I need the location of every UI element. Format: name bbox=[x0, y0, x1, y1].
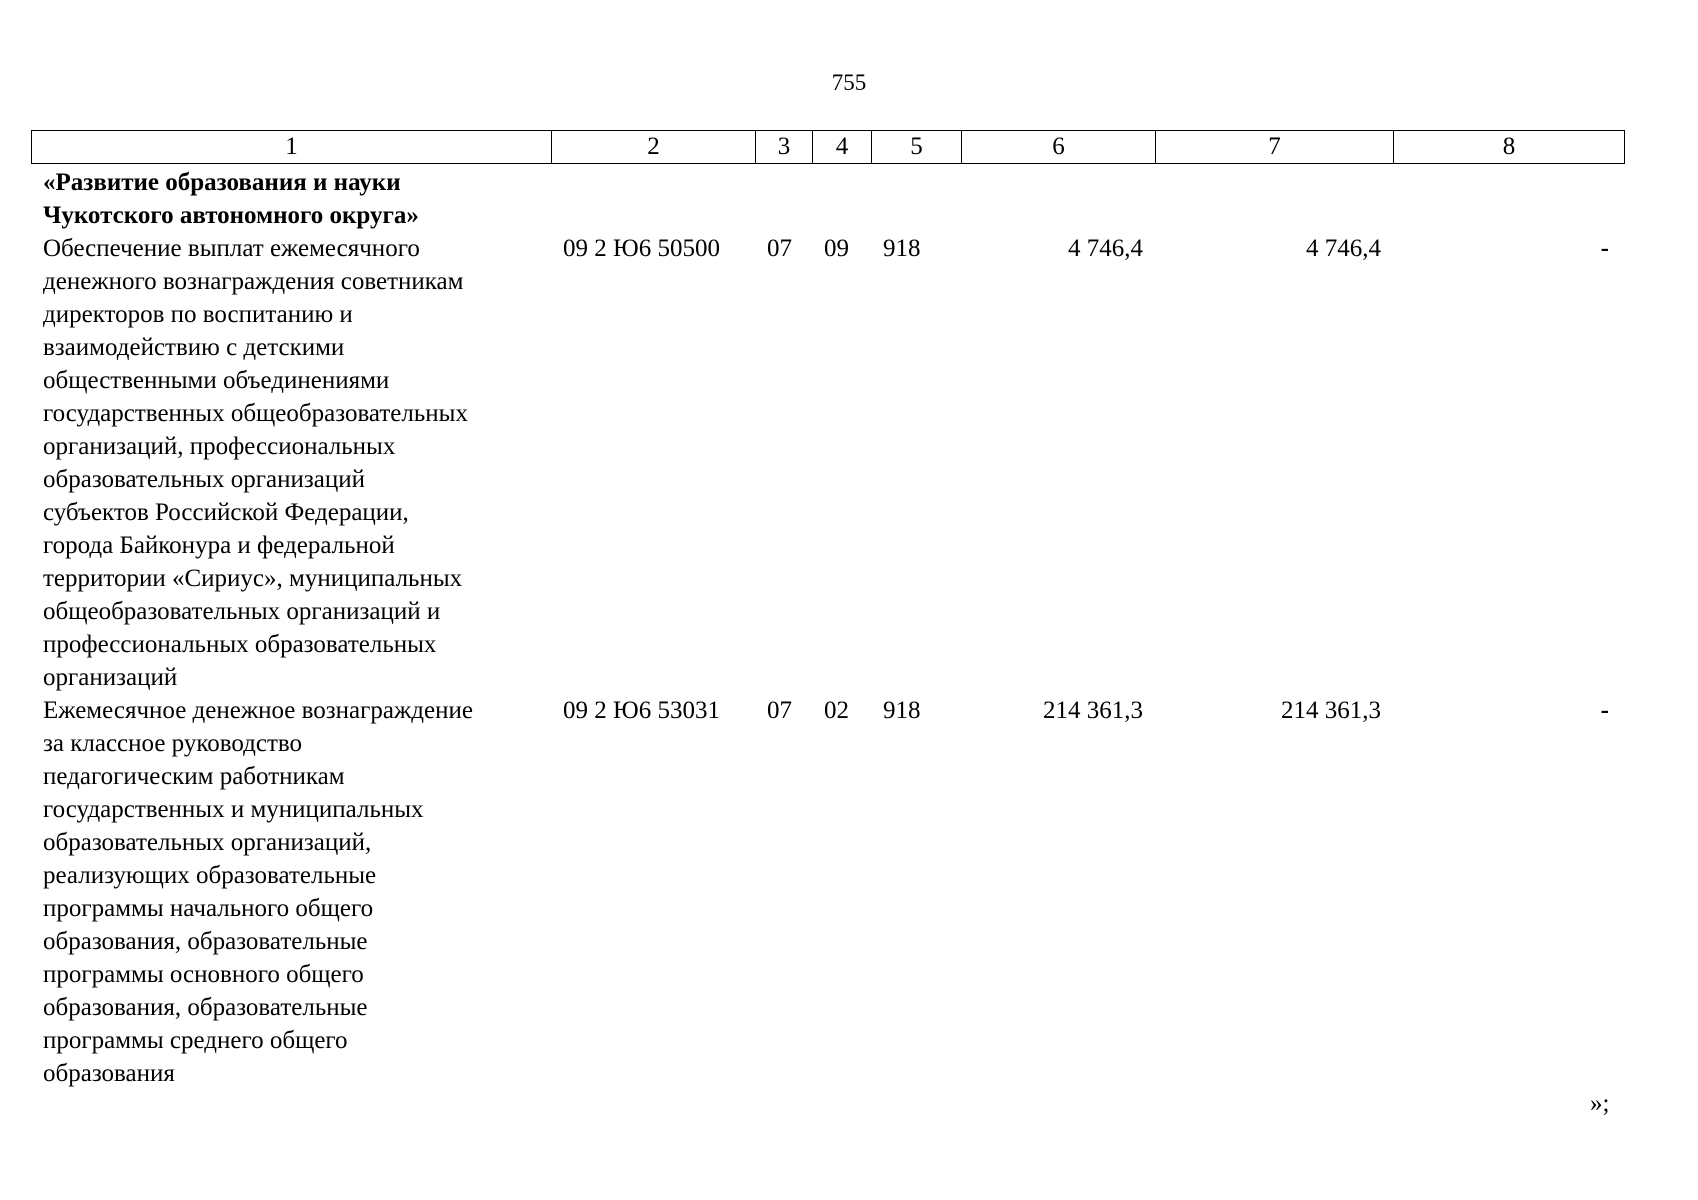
row-grbs: 918 bbox=[883, 697, 921, 724]
row-section: 07 bbox=[767, 697, 792, 724]
row-subsection: 02 bbox=[824, 697, 849, 724]
row-total: 4 746,4 bbox=[1068, 235, 1143, 262]
row-csr-code: 09 2 Ю6 50500 bbox=[563, 235, 720, 262]
column-header-1: 1 bbox=[32, 131, 552, 163]
program-heading: «Развитие образования и науки Чукотского автономного округа» bbox=[43, 169, 419, 229]
row-total: 214 361,3 bbox=[1043, 697, 1143, 724]
table-row bbox=[31, 232, 1623, 694]
page-number: 755 bbox=[831, 70, 867, 95]
row-subsection: 09 bbox=[824, 235, 849, 262]
row-csr-code: 09 2 Ю6 53031 bbox=[563, 697, 720, 724]
table-body bbox=[31, 166, 1623, 1090]
table-row bbox=[31, 694, 1623, 1090]
column-header-3: 3 bbox=[756, 131, 813, 163]
column-header-4: 4 bbox=[813, 131, 872, 163]
row-regional: - bbox=[1600, 235, 1609, 262]
row-federal: 4 746,4 bbox=[1306, 235, 1381, 262]
column-header-5: 5 bbox=[872, 131, 962, 163]
row-regional: - bbox=[1600, 697, 1609, 724]
row-federal: 214 361,3 bbox=[1281, 697, 1381, 724]
row-grbs: 918 bbox=[883, 235, 921, 262]
closing-quote-mark: »; bbox=[1590, 1090, 1610, 1117]
program-heading-row bbox=[31, 166, 1623, 232]
column-header-7: 7 bbox=[1156, 131, 1394, 163]
column-header-2: 2 bbox=[552, 131, 756, 163]
column-header-6: 6 bbox=[962, 131, 1156, 163]
row-name: Обеспечение выплат ежемесячного денежного вознаграждения советникам директоров по воспитанию и взаимодействию с детскими общественными объединениями государственных общеобразовательных организаций, профессиональных образовательных организаций субъектов Российской Федерации, города Байконура и федеральной территории «Сириус», муниципальных общеобразовательных организаций и профессиональных образовательных организаций bbox=[43, 235, 468, 691]
column-header-8: 8 bbox=[1502, 133, 1516, 160]
table-header-row bbox=[31, 130, 1625, 164]
row-name: Ежемесячное денежное вознаграждение за классное руководство педагогическим работникам государственных и муниципальных образовательных организаций, реализующих образовательные программы начального общего образования, образовательные программы основного общего образования, образовательные программы среднего общего образования bbox=[43, 697, 473, 1087]
row-section: 07 bbox=[767, 235, 792, 262]
